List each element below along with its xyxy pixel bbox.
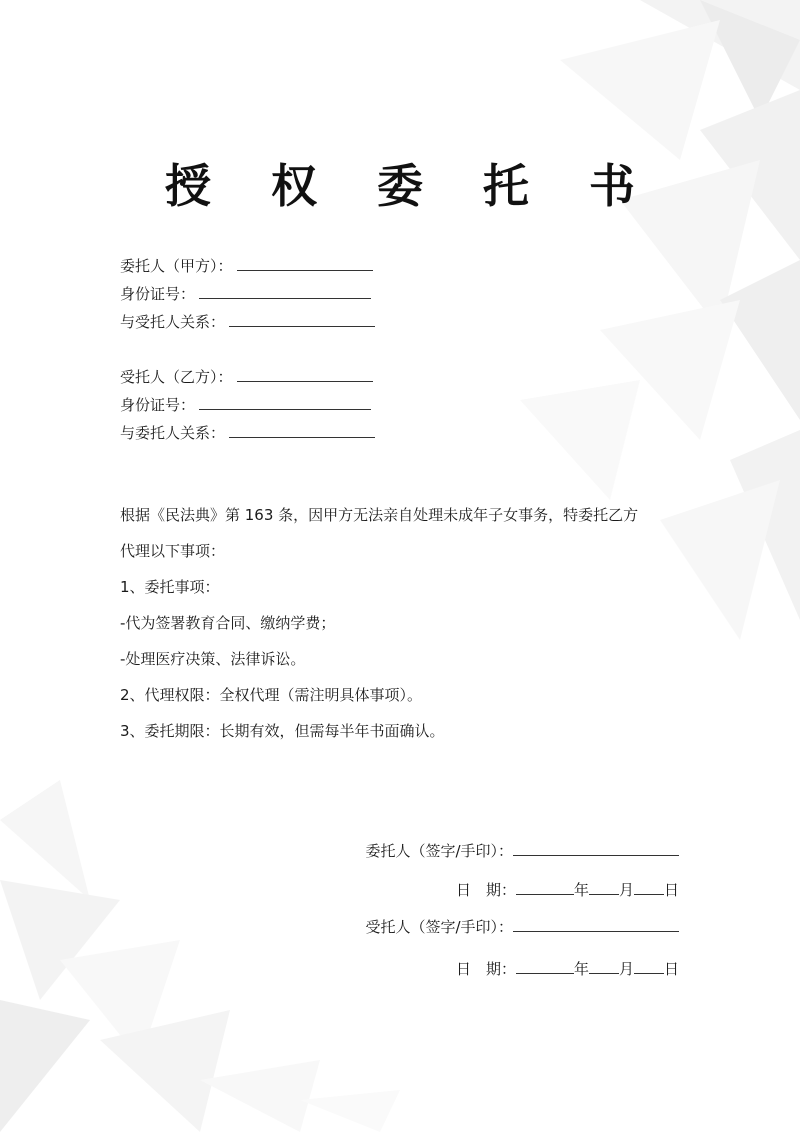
- item-1-heading: 1、委托事项：: [120, 578, 220, 596]
- agent-date-day-blank[interactable]: [634, 959, 664, 974]
- party-a-id-blank[interactable]: [199, 284, 371, 299]
- party-a-id-label: 身份证号：: [120, 285, 196, 303]
- party-b-id-label: 身份证号：: [120, 396, 196, 414]
- agent-signature-label: 受托人（签字/手印）：: [365, 918, 513, 936]
- principal-date-line: [456, 880, 679, 900]
- item-1-sub-2: -处理医疗决策、法律诉讼。: [120, 650, 306, 668]
- party-b-name-label: 受托人（乙方）：: [120, 368, 233, 386]
- party-b-name-blank[interactable]: [237, 367, 373, 382]
- principal-date-year-blank[interactable]: [516, 880, 574, 895]
- party-b-relation-blank[interactable]: [229, 423, 375, 438]
- party-b-relation-label: 与委托人关系：: [120, 424, 226, 442]
- party-a-relation-label: 与受托人关系：: [120, 313, 226, 331]
- party-b-relation-line: [120, 423, 375, 443]
- principal-date-month-unit: 月: [618, 881, 634, 899]
- document-title: 授 权 委 托 书: [164, 159, 658, 213]
- party-a-name-label: 委托人（甲方）：: [120, 257, 233, 275]
- party-a-relation-blank[interactable]: [229, 312, 375, 327]
- body-intro-line-2: 代理以下事项：: [120, 542, 226, 560]
- party-b-id-line: [120, 395, 371, 415]
- principal-date-day-blank[interactable]: [634, 880, 664, 895]
- party-a-name-line: [120, 256, 373, 276]
- agent-date-day-unit: 日: [663, 960, 679, 978]
- item-1-sub-1: -代为签署教育合同、缴纳学费；: [120, 614, 336, 632]
- agent-date-line: [456, 959, 679, 979]
- party-b-name-line: [120, 367, 373, 387]
- agent-signature-blank[interactable]: [513, 917, 679, 932]
- agent-date-year-blank[interactable]: [516, 959, 574, 974]
- item-2: 2、代理权限：全权代理（需注明具体事项）。: [120, 686, 423, 704]
- principal-date-day-unit: 日: [663, 881, 679, 899]
- principal-date-year-unit: 年: [573, 881, 589, 899]
- agent-date-year-unit: 年: [573, 960, 589, 978]
- item-3: 3、委托期限：长期有效，但需每半年书面确认。: [120, 722, 445, 740]
- agent-signature-line: [365, 917, 679, 937]
- party-b-id-blank[interactable]: [199, 395, 371, 410]
- body-intro-line-1: 根据《民法典》第 163 条，因甲方无法亲自处理未成年子女事务，特委托乙方: [120, 506, 639, 524]
- principal-signature-label: 委托人（签字/手印）：: [365, 842, 513, 860]
- agent-date-month-unit: 月: [618, 960, 634, 978]
- party-a-relation-line: [120, 312, 375, 332]
- party-a-id-line: [120, 284, 371, 304]
- agent-date-month-blank[interactable]: [589, 959, 619, 974]
- agent-date-label: 日 期：: [455, 960, 516, 978]
- principal-date-label: 日 期：: [455, 881, 516, 899]
- principal-date-month-blank[interactable]: [589, 880, 619, 895]
- principal-signature-blank[interactable]: [513, 841, 679, 856]
- principal-signature-line: [365, 841, 679, 861]
- party-a-name-blank[interactable]: [237, 256, 373, 271]
